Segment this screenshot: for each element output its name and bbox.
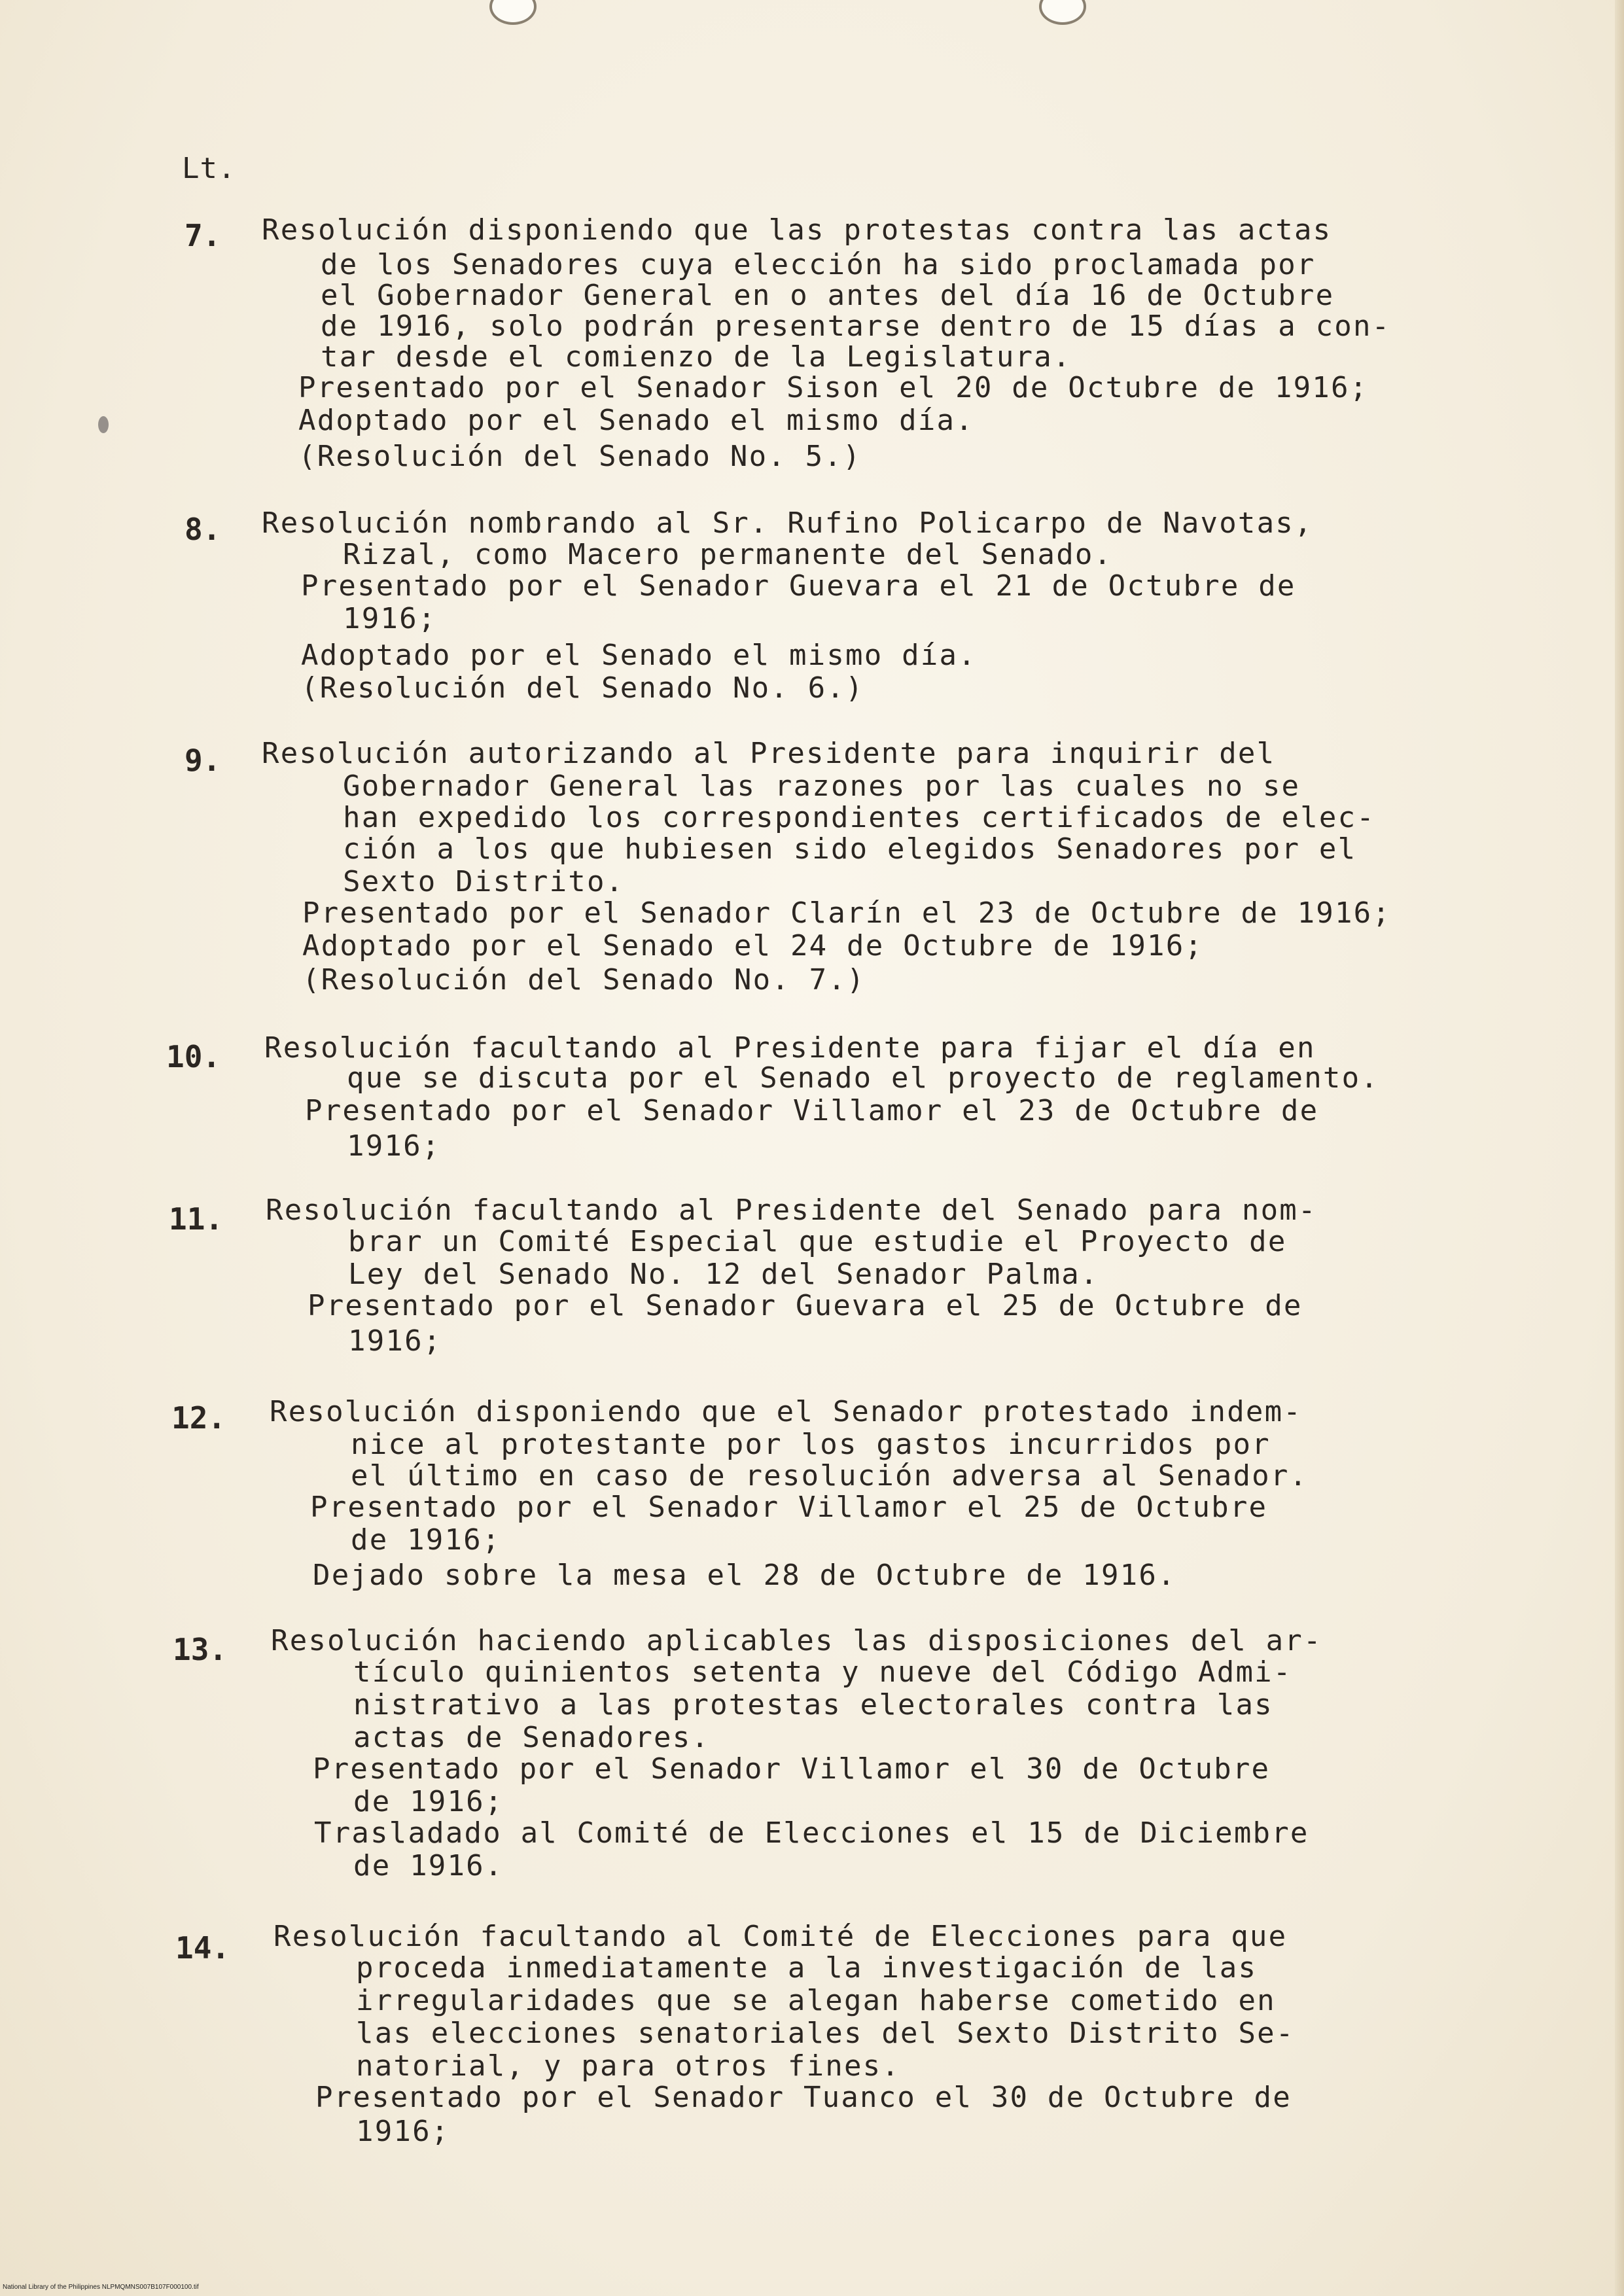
entry-line: irregularidades que se alegan haberse cometido en xyxy=(356,1984,1276,2017)
ink-smudge xyxy=(98,416,109,433)
entry-line: Adoptado por el Senado el 24 de Octubre de 1916; xyxy=(302,929,1204,963)
entry-line: Presentado por el Senador Villamor el 23 de Octubre de xyxy=(305,1094,1319,1127)
entry-line: las elecciones senatoriales del Sexto Distrito Se- xyxy=(356,2017,1295,2050)
entry-line: Resolución facultando al Presidente para fijar el día en xyxy=(264,1031,1316,1065)
punch-hole xyxy=(1039,0,1086,25)
entry-line: Resolución autorizando al Presidente para inquirir del xyxy=(262,737,1276,770)
entry-line: Resolución disponiendo que el Senador protestado indem- xyxy=(270,1395,1302,1428)
entry-line: el último en caso de resolución adversa al Senador. xyxy=(351,1459,1309,1492)
entry-line: de 1916. xyxy=(353,1849,504,1882)
entry-line: Adoptado por el Senado el mismo día. xyxy=(301,639,977,672)
entry-line: proceda inmediatamente a la investigación de las xyxy=(356,1951,1258,1985)
entry-line: de 1916, solo podrán presentarse dentro de 15 días a con- xyxy=(321,309,1391,343)
entry-line: Trasladado al Comité de Elecciones el 15 de Diciembre xyxy=(314,1816,1309,1850)
entry-line: Presentado por el Senador Guevara el 21 de Octubre de xyxy=(301,569,1296,603)
entry-line: (Resolución del Senado No. 7.) xyxy=(302,963,866,997)
entry-line: que se discuta por el Senado el proyecto de reglamento. xyxy=(347,1061,1379,1095)
entry-number: 7. xyxy=(185,218,221,253)
entry-line: Presentado por el Senador Villamor el 30 de Octubre xyxy=(313,1752,1271,1786)
entry-line: Rizal, como Macero permanente del Senado. xyxy=(343,538,1113,571)
entry-line: Presentado por el Senador Clarín el 23 de Octubre de 1916; xyxy=(302,896,1392,930)
entry-line: actas de Senadores. xyxy=(353,1721,711,1754)
punch-hole xyxy=(489,0,537,25)
entry-line: Adoptado por el Senado el mismo día. xyxy=(298,404,974,437)
entry-line: Resolución disponiendo que las protestas contra las actas xyxy=(262,213,1332,247)
entry-line: de 1916; xyxy=(353,1785,504,1818)
entry-line: el Gobernador General en o antes del día 16 de Octubre xyxy=(321,279,1335,312)
entry-line: Dejado sobre la mesa el 28 de Octubre de 1916. xyxy=(313,1559,1176,1592)
entry-line: nice al protestante por los gastos incurridos por xyxy=(351,1428,1271,1461)
entry-number: 10. xyxy=(166,1039,221,1074)
entry-line: 1916; xyxy=(343,602,437,635)
page-header: Lt. xyxy=(182,152,236,185)
entry-line: Presentado por el Senador Sison el 20 de Octubre de 1916; xyxy=(298,371,1369,404)
entry-line: Resolución facultando al Presidente del Senado para nom- xyxy=(266,1193,1317,1227)
entry-line: Resolución haciendo aplicables las disposiciones del ar- xyxy=(271,1624,1322,1657)
entry-line: Presentado por el Senador Guevara el 25 de Octubre de xyxy=(308,1289,1303,1322)
entry-number: 13. xyxy=(173,1632,228,1667)
entry-number: 12. xyxy=(171,1400,226,1436)
entry-number: 11. xyxy=(169,1201,224,1237)
entry-line: Ley del Senado No. 12 del Senador Palma. xyxy=(348,1258,1099,1291)
entry-line: brar un Comité Especial que estudie el Proyecto de xyxy=(348,1225,1287,1258)
entry-line: tículo quinientos setenta y nueve del Código Admi- xyxy=(353,1655,1292,1689)
entry-line: Presentado por el Senador Tuanco el 30 de Octubre de xyxy=(315,2081,1292,2114)
entry-line: de los Senadores cuya elección ha sido proclamada por xyxy=(321,248,1316,281)
entry-line: (Resolución del Senado No. 6.) xyxy=(301,671,864,705)
entry-line: (Resolución del Senado No. 5.) xyxy=(298,440,862,473)
entry-number: 9. xyxy=(185,743,221,778)
entry-line: Resolución facultando al Comité de Elecciones para que xyxy=(274,1920,1288,1953)
page-edge xyxy=(1615,0,1624,2296)
entry-line: 1916; xyxy=(356,2115,450,2148)
entry-line: tar desde el comienzo de la Legislatura. xyxy=(321,340,1072,374)
entry-line: Gobernador General las razones por las cuales no se xyxy=(343,769,1301,803)
entry-number: 8. xyxy=(185,512,221,547)
entry-line: 1916; xyxy=(348,1324,442,1358)
entry-line: Presentado por el Senador Villamor el 25 de Octubre xyxy=(310,1491,1268,1524)
entry-line: natorial, y para otros fines. xyxy=(356,2049,901,2083)
entry-number: 14. xyxy=(175,1930,230,1966)
entry-line: de 1916; xyxy=(351,1523,501,1557)
entry-line: han expedido los correspondientes certificados de elec- xyxy=(343,801,1375,834)
archive-footer: National Library of the Philippines NLPMQMNS007B107F000100.tif xyxy=(3,2284,199,2291)
entry-line: 1916; xyxy=(347,1129,441,1163)
entry-line: Sexto Distrito. xyxy=(343,865,625,898)
entry-line: nistrativo a las protestas electorales contra las xyxy=(353,1688,1273,1722)
entry-line: ción a los que hubiesen sido elegidos Senadores por el xyxy=(343,832,1357,866)
entry-line: Resolución nombrando al Sr. Rufino Policarpo de Navotas, xyxy=(262,506,1313,540)
